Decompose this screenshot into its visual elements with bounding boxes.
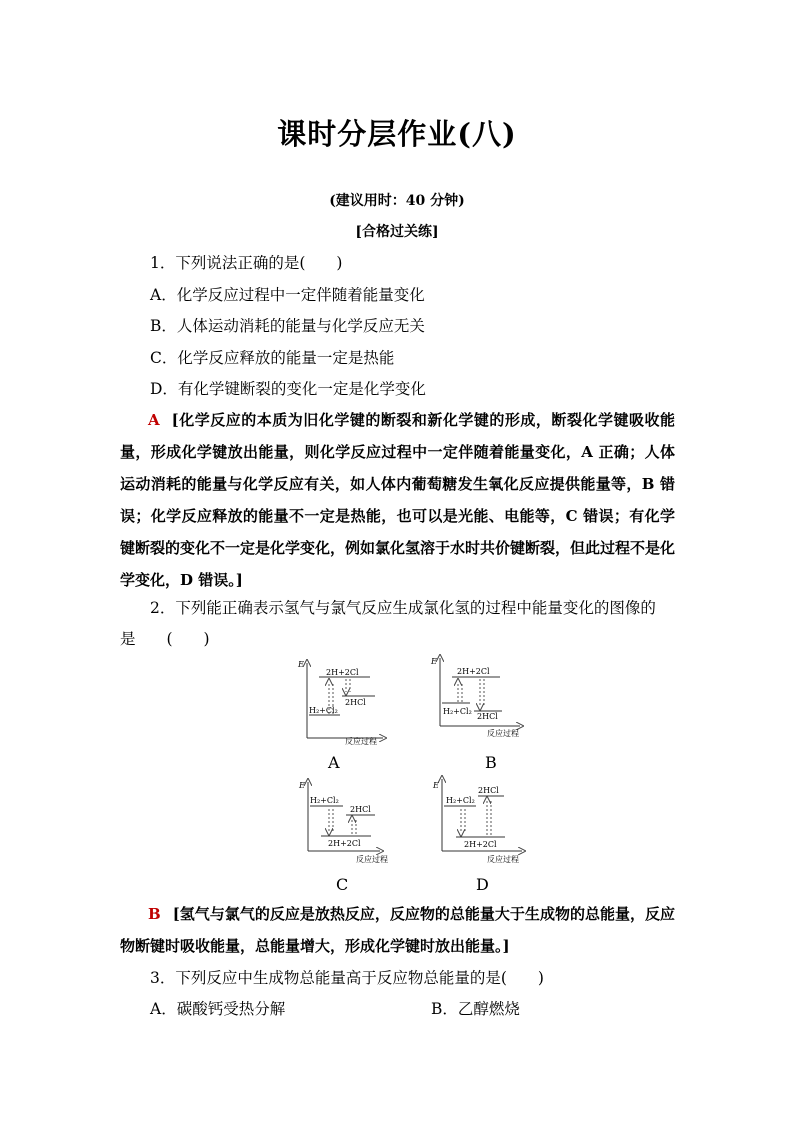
q2-stem-line1: 2．下列能正确表示氢气与氯气反应生成氯化氢的过程中能量变化的图像的 — [150, 599, 656, 617]
diagram-b-yaxis: E — [431, 657, 437, 666]
q2-stem-line2: 是 ( ) — [120, 630, 210, 648]
diagram-a-top: 2H+2Cl — [326, 668, 359, 677]
diagram-c-top-left: H₂+Cl₂ — [310, 796, 339, 805]
diagram-a — [297, 660, 383, 772]
diagram-d-xaxis: 反应过程 — [487, 855, 519, 864]
section-heading: [合格过关练] — [355, 224, 439, 240]
q3-option-a: A．碳酸钙受热分解 — [150, 1000, 286, 1018]
q1-answer-letter: A — [148, 411, 160, 429]
page-title: 课时分层作业(八) — [277, 117, 517, 151]
q1-option-a: A．化学反应过程中一定伴随着能量变化 — [150, 286, 425, 304]
q1-option-d: D．有化学键断裂的变化一定是化学变化 — [150, 380, 426, 398]
q1-answer-text: [化学反应的本质为旧化学键的断裂和新化学键的形成，断裂化学键吸收能量，形成化学键放出能量，则化学反应过程中一定伴随着能量变化，A 正确；人体运动消耗的能量与化学反应有关，如人体内葡萄糖发生氧化反应提供能量等，B 错误；化学反应释放的能量不一定是热能，也可以是光能、电能等，C 错误；有化学键断裂的变化不一定是化学变化，例如氯化氢溶于水时共价键断裂，但此过程不是化学变化，D 错误。] — [120, 411, 676, 589]
q1-option-c: C．化学反应释放的能量一定是热能 — [150, 349, 395, 367]
diagram-c — [298, 781, 388, 894]
diagram-c-xaxis: 反应过程 — [356, 855, 388, 864]
q2-answer-letter: B — [148, 905, 161, 923]
diagram-b-right: 2HCl — [477, 712, 498, 721]
diagram-c-yaxis: E — [299, 781, 305, 790]
diagram-a-label: A — [328, 753, 340, 772]
diagram-d-top-right: 2HCl — [478, 786, 499, 795]
diagram-b-label: B — [485, 753, 497, 772]
diagram-d-bottom: 2H+2Cl — [464, 840, 497, 849]
q3-stem: 3．下列反应中生成物总能量高于反应物总能量的是( ) — [150, 969, 544, 987]
diagram-a-right: 2HCl — [345, 698, 366, 707]
diagram-c-top-right: 2HCl — [350, 805, 371, 814]
q3-option-b: B．乙醇燃烧 — [431, 1000, 520, 1018]
diagram-a-left: H₂+Cl₂ — [309, 706, 338, 715]
q2-answer — [120, 898, 675, 962]
diagram-b — [430, 657, 520, 772]
diagram-c-bottom: 2H+2Cl — [328, 839, 361, 848]
diagram-a-xaxis: 反应过程 — [345, 737, 377, 746]
diagram-b-top: 2H+2Cl — [457, 667, 490, 676]
time-note: (建议用时：40 分钟) — [329, 193, 465, 209]
diagram-d-yaxis: E — [433, 781, 439, 790]
diagram-d — [432, 779, 522, 894]
q1-stem: 1．下列说法正确的是( ) — [150, 254, 343, 272]
q2-answer-text: [氢气与氯气的反应是放热反应，反应物的总能量大于生成物的总能量，反应物断键时吸收能量，总能量增大，形成化学键时放出能量。] — [120, 905, 675, 955]
diagram-c-label: C — [336, 875, 349, 894]
q1-option-b: B．人体运动消耗的能量与化学反应无关 — [150, 317, 425, 335]
diagram-b-left: H₂+Cl₂ — [443, 707, 472, 716]
diagram-d-top-left: H₂+Cl₂ — [446, 796, 475, 805]
diagram-d-label: D — [476, 875, 489, 894]
diagram-b-xaxis: 反应过程 — [487, 729, 519, 738]
diagram-a-yaxis: E — [298, 660, 304, 669]
